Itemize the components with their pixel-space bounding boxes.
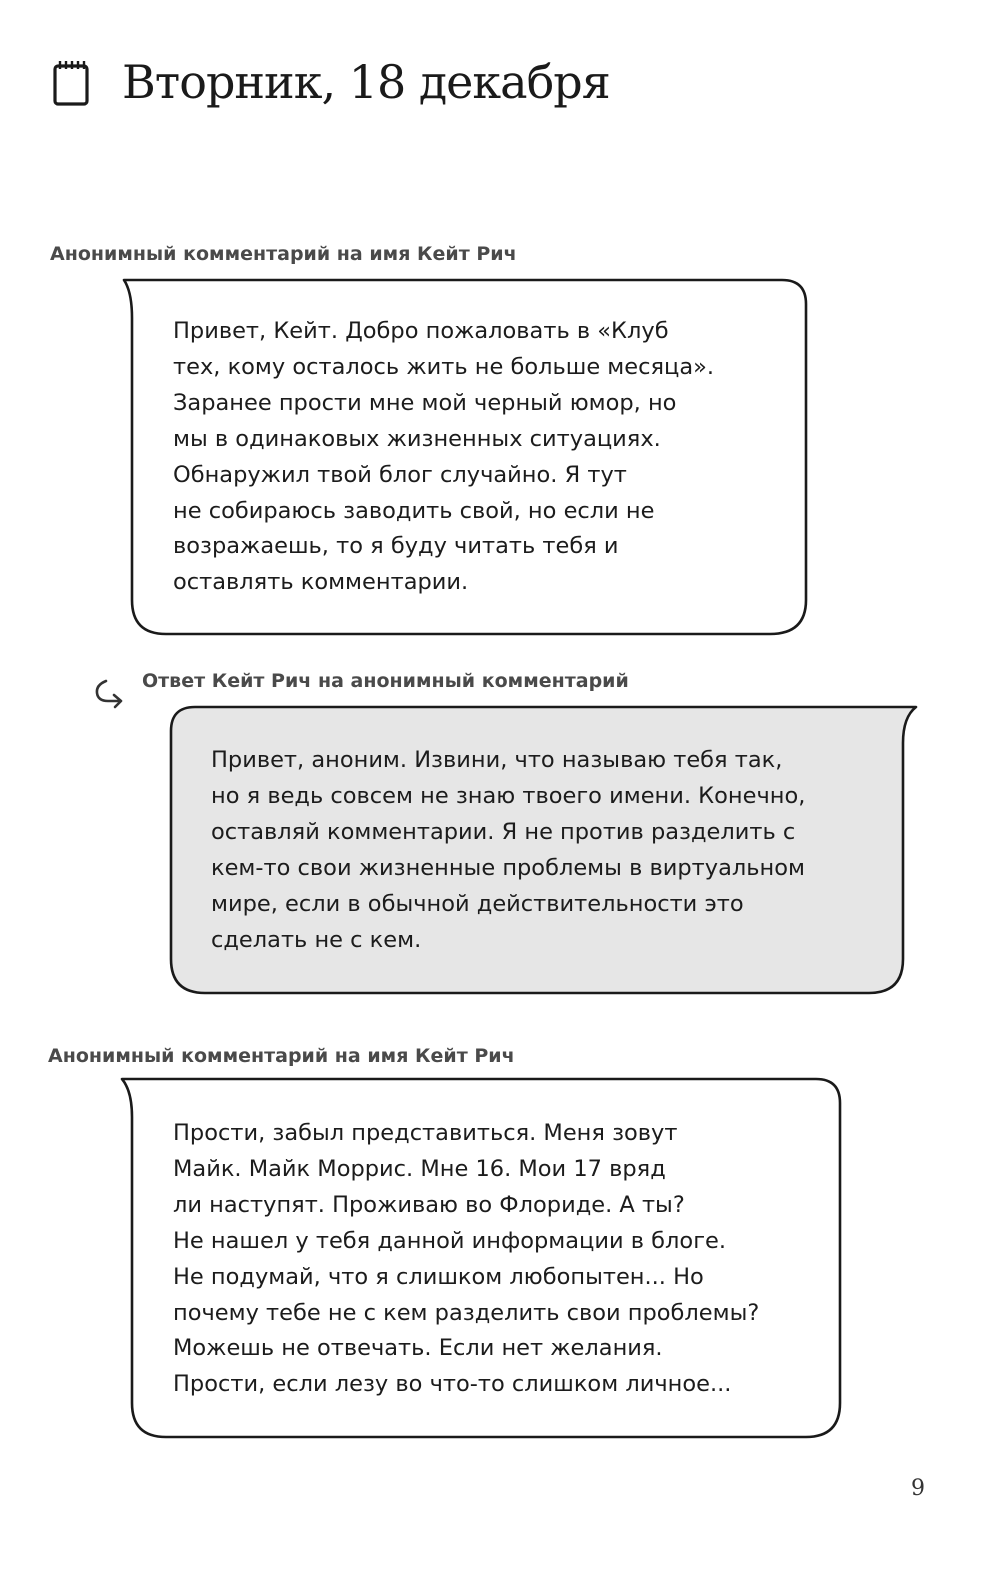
reply-author-label: Ответ Кейт Рич на анонимный комментарий xyxy=(142,670,629,692)
page-number: 9 xyxy=(911,1476,925,1501)
page-title: Вторник, 18 декабря xyxy=(122,55,610,109)
comment-bubble xyxy=(118,1077,844,1441)
comment-author-label: Анонимный комментарий на имя Кейт Рич xyxy=(48,1045,515,1067)
comment-text: Прости, забыл представиться. Меня зовут Майк. Майк Моррис. Мне 16. Мои 17 вряд ли наступят. Проживаю во Флориде. А ты? Не нашел у тебя данной информации в блоге. Не подумай, что я слишком любопытен... Но почему тебе не с кем разделить свои проблемы? Можешь не отвечать. Если нет желания. Прости, если лезу во что-то слишком личное... xyxy=(173,1120,760,1398)
reply-bubble xyxy=(165,705,920,997)
comment-bubble xyxy=(120,278,808,638)
reply-text: Привет, аноним. Извини, что называю тебя так, но я ведь совсем не знаю твоего имени. Конечно, оставляй комментарии. Я не против разделить с кем-то свои жизненные проблемы в виртуальном мире, если в обычной действительности это сделать не с кем. xyxy=(211,747,806,953)
comment-text: Привет, Кейт. Добро пожаловать в «Клуб тех, кому осталось жить не больше месяца». Заранее прости мне мой черный юмор, но мы в одинаковых жизненных ситуациях. Обнаружил твой блог случайно. Я тут не собираюсь заводить свой, но если не возражаешь, то я буду читать тебя и оставлять комментарии. xyxy=(173,318,715,596)
notepad-icon xyxy=(52,56,92,108)
reply-arrow-icon xyxy=(92,677,126,709)
comment-author-label: Анонимный комментарий на имя Кейт Рич xyxy=(50,243,517,265)
